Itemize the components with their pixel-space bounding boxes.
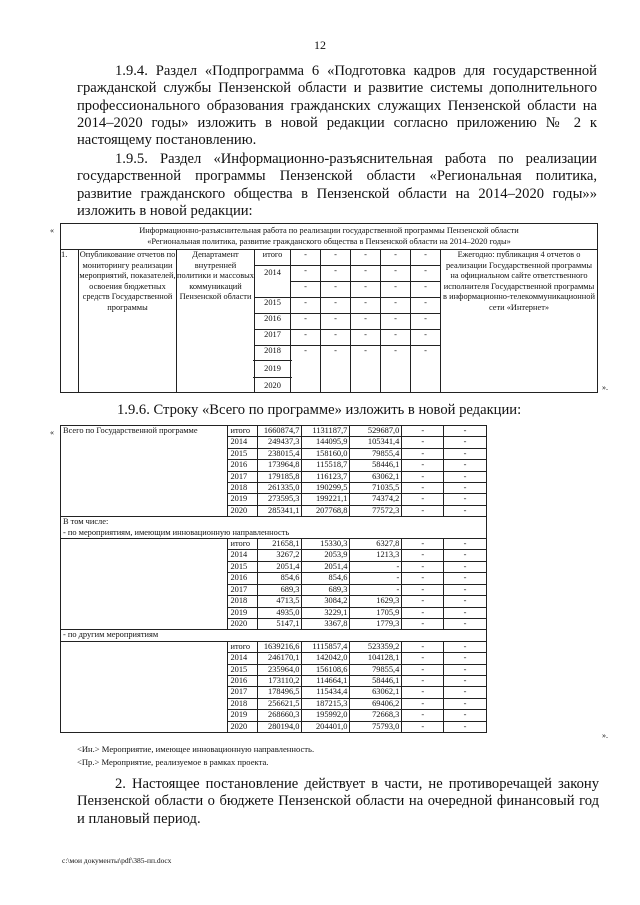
value-cell: 4713,5 — [258, 596, 302, 607]
value-cell: 249437,3 — [258, 437, 302, 448]
close-quote: ». — [602, 731, 608, 740]
year-cell: 2018 — [228, 698, 258, 709]
innov-label: - по мероприятиям, имеющим инновационную направленность — [61, 528, 487, 539]
value-cell: - — [444, 687, 487, 698]
close-quote: ». — [602, 383, 608, 392]
value-cell: 195992,0 — [302, 710, 350, 721]
value-cell: 1779,3 — [350, 618, 402, 629]
value-cell: 21658,1 — [258, 539, 302, 550]
value-cell: 71035,5 — [350, 483, 402, 494]
value-cell: 256621,5 — [258, 698, 302, 709]
year-cell: итого — [255, 250, 291, 266]
dash-cell: - — [411, 330, 441, 346]
value-cell: - — [444, 505, 487, 516]
year-cell: 2016 — [228, 573, 258, 584]
value-cell: - — [444, 494, 487, 505]
year-cell: итого — [228, 539, 258, 550]
value-cell: 204401,0 — [302, 721, 350, 732]
note-innovation: <Ин.> Мероприятие, имеющее инновационную направленность. — [77, 744, 315, 754]
value-cell: - — [402, 471, 444, 482]
other-label: - по другим мероприятиям — [61, 630, 487, 641]
group-label-cell: Всего по Государственной программе — [61, 426, 228, 517]
dash-cell: - — [291, 250, 321, 266]
row-number: 1. — [61, 250, 79, 393]
value-cell: 114664,1 — [302, 675, 350, 686]
value-cell: - — [402, 596, 444, 607]
year-cell: 2020 — [228, 721, 258, 732]
paragraph-1-9-6: 1.9.6. Строку «Всего по программе» изложить в новой редакции: — [117, 402, 522, 418]
value-cell: - — [402, 607, 444, 618]
year-cell: 2019 — [228, 710, 258, 721]
table-header-line2: «Региональная политика, развитие гражданского общества в Пензенской области на 2014–2020 годы» — [147, 236, 511, 246]
value-cell: - — [402, 675, 444, 686]
dash-cell: - — [381, 266, 411, 282]
value-cell: - — [402, 618, 444, 629]
value-cell: - — [444, 618, 487, 629]
dash-cell: - — [291, 266, 321, 282]
value-cell: - — [444, 596, 487, 607]
value-cell: 74374,2 — [350, 494, 402, 505]
value-cell: 15330,3 — [302, 539, 350, 550]
year-cell: 2020 — [228, 505, 258, 516]
year-cell: 2015 — [255, 298, 291, 314]
table-header-line1: Информационно-разъяснительная работа по реализации государственной программы Пензенской области — [139, 226, 519, 235]
year-2019: 2019 — [253, 360, 292, 375]
value-cell: 63062,1 — [350, 687, 402, 698]
dash-cell: - — [321, 346, 351, 393]
dash-cell: - — [321, 250, 351, 266]
dash-cell: - — [411, 250, 441, 266]
dash-cell: - — [411, 282, 441, 298]
year-cell: 2016 — [228, 460, 258, 471]
year-cell: 2016 — [228, 675, 258, 686]
value-cell: - — [402, 710, 444, 721]
table-row — [61, 641, 487, 652]
value-cell: 285341,1 — [258, 505, 302, 516]
value-cell: - — [444, 641, 487, 652]
value-cell: 5147,1 — [258, 618, 302, 629]
value-cell: 6327,8 — [350, 539, 402, 550]
year-cell: 2014 — [228, 437, 258, 448]
value-cell: 1115857,4 — [302, 641, 350, 652]
value-cell: - — [402, 437, 444, 448]
value-cell: - — [402, 664, 444, 675]
dash-cell: - — [351, 266, 381, 282]
dash-cell: - — [381, 298, 411, 314]
value-cell: - — [444, 584, 487, 595]
table-row — [61, 539, 487, 550]
value-cell: 854,6 — [258, 573, 302, 584]
value-cell: 529687,0 — [350, 426, 402, 437]
value-cell: - — [402, 653, 444, 664]
dash-cell: - — [411, 314, 441, 330]
value-cell: 173964,8 — [258, 460, 302, 471]
year-cell: 2015 — [228, 561, 258, 572]
value-cell: - — [444, 607, 487, 618]
executor-cell: Департамент внутренней политики и массовых коммуникаций Пензенской области — [177, 250, 255, 393]
value-cell: 79855,4 — [350, 448, 402, 459]
value-cell: 1639216,6 — [258, 641, 302, 652]
value-cell: 523359,2 — [350, 641, 402, 652]
value-cell: 235964,0 — [258, 664, 302, 675]
dash-cell: - — [321, 314, 351, 330]
page-number: 12 — [314, 38, 326, 52]
value-cell: 156108,6 — [302, 664, 350, 675]
table-row — [61, 426, 487, 437]
value-cell: - — [444, 721, 487, 732]
year-cell: итого — [228, 641, 258, 652]
dash-cell: - — [291, 314, 321, 330]
year-cell: 2015 — [228, 448, 258, 459]
value-cell: - — [444, 698, 487, 709]
value-cell: - — [444, 539, 487, 550]
value-cell: 3084,2 — [302, 596, 350, 607]
result-cell: Ежегодно: публикация 4 отчетов о реализации Государственной программы на официальном сайте ответственного исполнителя Государственной программы в информационно-телекоммуникационной сети «Интернет» — [441, 250, 598, 393]
dash-cell: - — [351, 314, 381, 330]
incl-label: В том числе: — [61, 517, 487, 528]
value-cell: - — [350, 584, 402, 595]
year-cell: 2014 — [228, 653, 258, 664]
dash-cell: - — [411, 266, 441, 282]
value-cell: - — [444, 483, 487, 494]
value-cell: 187215,3 — [302, 698, 350, 709]
dash-cell: - — [381, 330, 411, 346]
value-cell: 72668,3 — [350, 710, 402, 721]
year-cell: 2017 — [255, 330, 291, 346]
value-cell: - — [444, 653, 487, 664]
value-cell: - — [402, 641, 444, 652]
year-cell: 2015 — [228, 664, 258, 675]
value-cell: - — [402, 561, 444, 572]
dash-cell: - — [291, 298, 321, 314]
paragraph-1-9-5: 1.9.5. Раздел «Информационно-разъяснительная работа по реализации государственной программы Пензенской области «Региональная политика, развитие гражданского общества в Пензенской области на 2014–2020 годы»» изложить в новой редакции: — [77, 151, 597, 219]
value-cell: 689,3 — [258, 584, 302, 595]
dash-cell: - — [291, 330, 321, 346]
value-cell: 190299,5 — [302, 483, 350, 494]
value-cell: 1213,3 — [350, 550, 402, 561]
value-cell: - — [402, 483, 444, 494]
value-cell: - — [444, 426, 487, 437]
dash-cell: - — [411, 298, 441, 314]
value-cell: 1629,3 — [350, 596, 402, 607]
dash-cell: - — [381, 282, 411, 298]
year-cell: 2018 — [228, 596, 258, 607]
year-cell: 2019 — [228, 494, 258, 505]
paragraph-2: 2. Настоящее постановление действует в части, не противоречащей закону Пензенской области о бюджете Пензенской области на очередной финансовый год и плановый период. — [77, 776, 599, 827]
value-cell: 115518,7 — [302, 460, 350, 471]
value-cell: - — [402, 426, 444, 437]
value-cell: 280194,0 — [258, 721, 302, 732]
value-cell: 69406,2 — [350, 698, 402, 709]
open-quote: « — [50, 226, 54, 235]
value-cell: - — [444, 573, 487, 584]
dash-cell: - — [351, 250, 381, 266]
value-cell: 246170,1 — [258, 653, 302, 664]
value-cell: 173110,2 — [258, 675, 302, 686]
value-cell: - — [444, 460, 487, 471]
value-cell: 75793,0 — [350, 721, 402, 732]
value-cell: 4935,0 — [258, 607, 302, 618]
group-label-cell — [61, 539, 228, 630]
value-cell: - — [402, 584, 444, 595]
year-cell: итого — [228, 426, 258, 437]
year-cell: 2014 — [228, 550, 258, 561]
open-quote: « — [50, 428, 54, 437]
value-cell: 2053,9 — [302, 550, 350, 561]
value-cell: 105341,4 — [350, 437, 402, 448]
value-cell: - — [402, 573, 444, 584]
value-cell: - — [444, 710, 487, 721]
value-cell: - — [444, 664, 487, 675]
value-cell: 77572,3 — [350, 505, 402, 516]
value-cell: 58446,1 — [350, 460, 402, 471]
value-cell: - — [402, 448, 444, 459]
value-cell: 3267,2 — [258, 550, 302, 561]
value-cell: - — [444, 675, 487, 686]
dash-cell: - — [381, 314, 411, 330]
value-cell: 3229,1 — [302, 607, 350, 618]
dash-cell: - — [291, 282, 321, 298]
value-cell: - — [402, 550, 444, 561]
activity-cell: Опубликование отчетов по мониторингу реализации мероприятий, показателей, освоения бюджетных средств Государственной программы — [79, 250, 177, 393]
program-total-table — [60, 425, 487, 733]
value-cell: - — [402, 721, 444, 732]
dash-cell: - — [321, 266, 351, 282]
year-cell: 2017 — [228, 687, 258, 698]
dash-cell: - — [321, 282, 351, 298]
dash-cell: - — [351, 298, 381, 314]
year-cell: 2014 — [255, 266, 291, 298]
value-cell: - — [402, 698, 444, 709]
value-cell: 2051,4 — [258, 561, 302, 572]
value-cell: 268660,3 — [258, 710, 302, 721]
value-cell: - — [350, 561, 402, 572]
file-path-footer: c:\мои документы\pdf\385-пп.docx — [62, 856, 172, 865]
year-cell: 2016 — [255, 314, 291, 330]
value-cell: 178496,5 — [258, 687, 302, 698]
value-cell: 142042,0 — [302, 653, 350, 664]
dash-cell: - — [351, 330, 381, 346]
dash-cell: - — [381, 346, 411, 393]
group-label-cell — [61, 641, 228, 732]
value-cell: 261335,0 — [258, 483, 302, 494]
value-cell: 104128,1 — [350, 653, 402, 664]
value-cell: 689,3 — [302, 584, 350, 595]
value-cell: - — [444, 471, 487, 482]
value-cell: 79855,4 — [350, 664, 402, 675]
value-cell: 1660874,7 — [258, 426, 302, 437]
value-cell: 273595,3 — [258, 494, 302, 505]
dash-cell: - — [321, 298, 351, 314]
value-cell: - — [402, 505, 444, 516]
dash-cell: - — [291, 346, 321, 393]
year-cell — [255, 346, 291, 393]
value-cell: - — [444, 561, 487, 572]
info-work-table — [60, 223, 598, 393]
dash-cell: - — [381, 250, 411, 266]
value-cell: 1705,9 — [350, 607, 402, 618]
year-2020: 2020 — [253, 377, 292, 392]
value-cell: 115434,4 — [302, 687, 350, 698]
value-cell: 1131187,7 — [302, 426, 350, 437]
value-cell: 158160,0 — [302, 448, 350, 459]
dash-cell: - — [411, 346, 441, 393]
value-cell: - — [444, 448, 487, 459]
value-cell: 179185,8 — [258, 471, 302, 482]
year-2018: 2018 — [264, 346, 281, 355]
value-cell: - — [402, 539, 444, 550]
value-cell: - — [402, 460, 444, 471]
year-cell: 2020 — [228, 618, 258, 629]
value-cell: 63062,1 — [350, 471, 402, 482]
value-cell: 199221,1 — [302, 494, 350, 505]
value-cell: 207768,8 — [302, 505, 350, 516]
note-project: <Пр.> Мероприятие, реализуемое в рамках проекта. — [77, 757, 269, 767]
value-cell: 238015,4 — [258, 448, 302, 459]
value-cell: 58446,1 — [350, 675, 402, 686]
year-cell: 2017 — [228, 584, 258, 595]
dash-cell: - — [351, 282, 381, 298]
year-cell: 2017 — [228, 471, 258, 482]
value-cell: 2051,4 — [302, 561, 350, 572]
dash-cell: - — [351, 346, 381, 393]
value-cell: 3367,8 — [302, 618, 350, 629]
paragraph-1-9-4: 1.9.4. Раздел «Подпрограмма 6 «Подготовка кадров для государственной гражданской службы Пензенской области и развитие системы дополнительного профессионального образования гражданских служащих Пензенской области на 2014–2020 годы» изложить в новой редакции согласно приложению № 2 к настоящему постановлению. — [77, 63, 597, 149]
value-cell: - — [402, 687, 444, 698]
value-cell: - — [444, 550, 487, 561]
value-cell: - — [444, 437, 487, 448]
value-cell: 854,6 — [302, 573, 350, 584]
value-cell: - — [350, 573, 402, 584]
value-cell: 116123,7 — [302, 471, 350, 482]
value-cell: - — [402, 494, 444, 505]
year-cell: 2018 — [228, 483, 258, 494]
year-cell: 2019 — [228, 607, 258, 618]
dash-cell: - — [321, 330, 351, 346]
value-cell: 144095,9 — [302, 437, 350, 448]
